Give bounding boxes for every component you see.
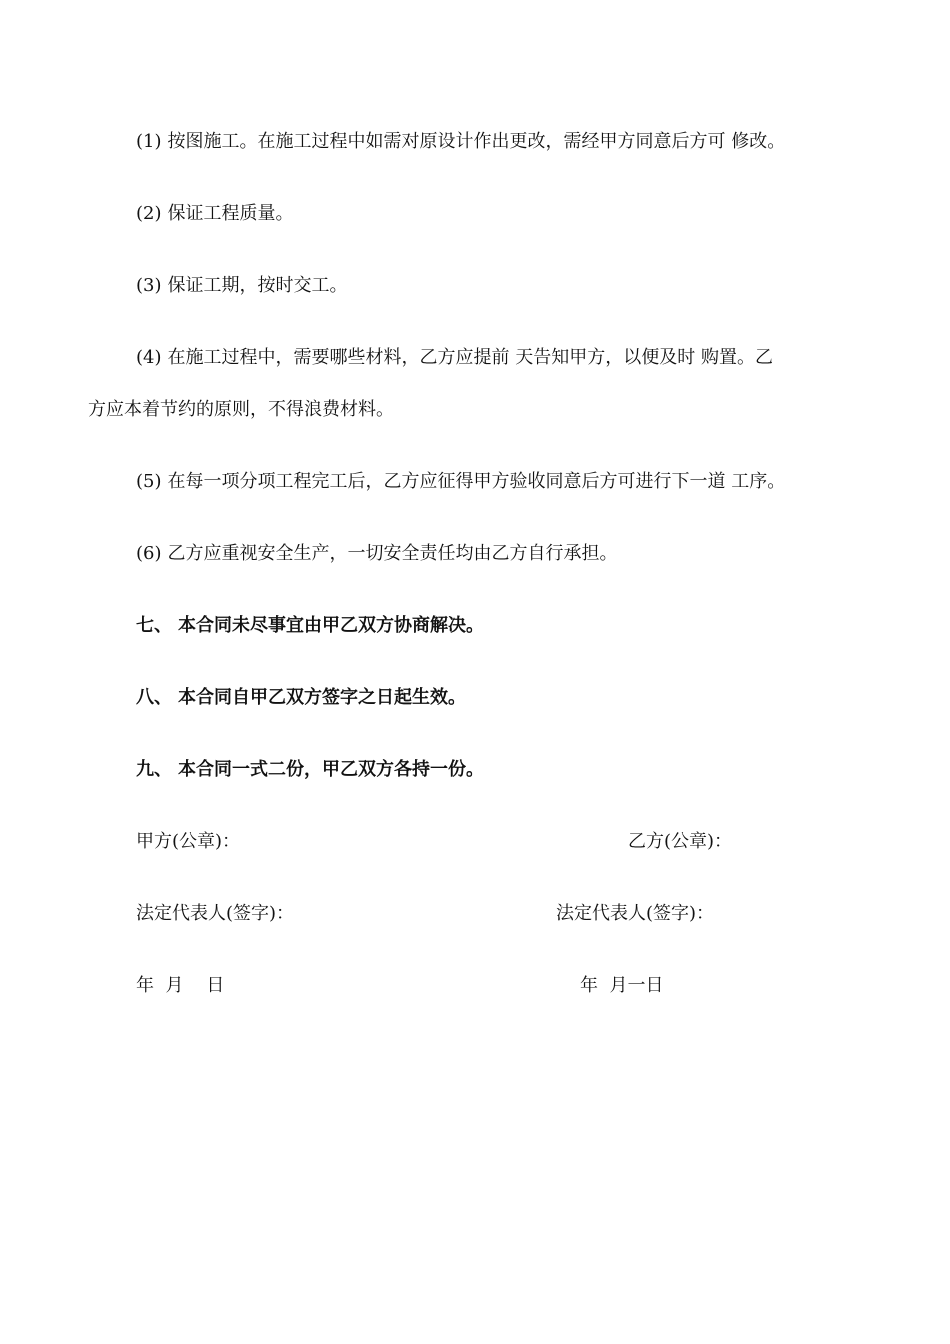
clause-8 [136, 686, 466, 710]
clause-text: 本合同未尽事宜由甲乙双方协商解决。 [178, 615, 484, 636]
item-text: 保证工期，按时交工。 [167, 275, 348, 296]
item-1 [136, 130, 785, 154]
clause-text: 本合同一式二份，甲乙双方各持一份。 [178, 759, 484, 780]
item-2 [136, 202, 294, 226]
party-a-representative-label: 法定代表人(签字)： [136, 903, 295, 924]
clause-number: 七、 [136, 615, 172, 636]
item-text: 保证工程质量。 [167, 203, 294, 224]
item-4-continuation: 方应本着节约的原则，不得浪费材料。 [88, 399, 394, 420]
clause-text: 本合同自甲乙双方签字之日起生效。 [178, 687, 466, 708]
clause-number: 九、 [136, 759, 172, 780]
item-number: (6) [136, 543, 162, 564]
party-a-date: 年 月 日 [136, 975, 225, 996]
item-3 [136, 274, 348, 298]
item-text: 按图施工。在施工过程中如需对原设计作出更改，需经甲方同意后方可 修改。 [167, 131, 786, 152]
party-b-seal-label: 乙方(公章)： [628, 831, 733, 852]
item-text: 在施工过程中，需要哪些材料，乙方应提前 天告知甲方，以便及时 购置。乙 [167, 347, 773, 368]
item-6 [136, 542, 618, 566]
item-4 [136, 346, 773, 370]
item-number: (1) [136, 131, 162, 152]
party-b-representative-label: 法定代表人(签字)： [556, 903, 715, 924]
item-text: 在每一项分项工程完工后，乙方应征得甲方验收同意后方可进行下一道 工序。 [167, 471, 786, 492]
item-number: (4) [136, 347, 162, 368]
item-number: (2) [136, 203, 162, 224]
item-number: (5) [136, 471, 162, 492]
clause-number: 八、 [136, 687, 172, 708]
item-text: 乙方应重视安全生产，一切安全责任均由乙方自行承担。 [167, 543, 618, 564]
item-number: (3) [136, 275, 162, 296]
party-b-date: 年 月一日 [580, 975, 664, 996]
clause-7 [136, 614, 484, 638]
clause-9 [136, 758, 484, 782]
item-5 [136, 470, 785, 494]
party-a-seal-label: 甲方(公章)： [136, 831, 241, 852]
